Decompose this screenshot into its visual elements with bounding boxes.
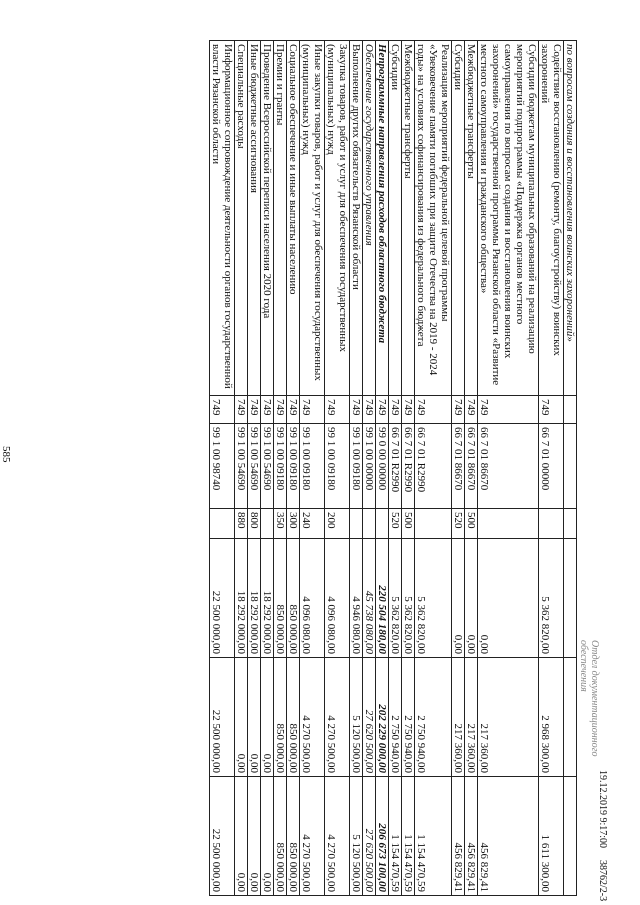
row-admin-code [564, 396, 577, 424]
row-amount-2022: 0,00 [248, 777, 261, 896]
row-name: Информационное сопровождение деятельности органов государственной власти Рязанской области [210, 41, 235, 396]
row-amount-2021: 27 620 500,00 [363, 658, 376, 777]
row-amount-2020: 45 738 080,00 [363, 539, 376, 658]
row-expense-type [350, 509, 363, 539]
row-amount-2020: 5 362 820,00 [389, 539, 402, 658]
row-target-code: 99 1 00 54690 [235, 424, 248, 509]
row-expense-type [478, 509, 539, 539]
row-expense-type: 520 [389, 509, 402, 539]
row-name: Межбюджетные трансферты [402, 41, 415, 396]
row-target-code: 99 1 00 54690 [248, 424, 261, 509]
row-admin-code: 749 [287, 396, 300, 424]
row-name: Иные закупки товаров, работ и услуг для обеспечения государственных (муниципальных) нужд [300, 41, 325, 396]
row-target-code [564, 424, 577, 509]
row-admin-code: 749 [210, 396, 235, 424]
row-amount-2021: 22 500 000,00 [210, 658, 235, 777]
row-amount-2021: 2 968 300,00 [539, 658, 564, 777]
row-admin-code: 749 [235, 396, 248, 424]
row-amount-2022: 0,00 [261, 777, 274, 896]
row-amount-2020: 22 500 000,00 [210, 539, 235, 658]
table-row [287, 41, 300, 896]
row-name: Закупка товаров, работ и услуг для обеспечения государственных (муниципальных) нужд [325, 41, 350, 396]
row-name: Специальные расходы [235, 41, 248, 396]
row-amount-2022: 850 000,00 [287, 777, 300, 896]
row-target-code: 99 0 00 00000 [376, 424, 389, 509]
row-amount-2022: 27 620 500,00 [363, 777, 376, 896]
row-amount-2022: 850 000,00 [274, 777, 287, 896]
row-name: Выполнение других обязательств Рязанской области [350, 41, 363, 396]
row-amount-2020: 220 504 180,00 [376, 539, 389, 658]
row-amount-2022 [564, 777, 577, 896]
table-row [248, 41, 261, 896]
row-amount-2022: 1 154 470,59 [415, 777, 452, 896]
row-target-code: 99 1 00 09180 [287, 424, 300, 509]
row-amount-2022: 0,00 [235, 777, 248, 896]
row-target-code: 99 1 00 09180 [350, 424, 363, 509]
row-target-code: 99 1 00 09180 [300, 424, 325, 509]
row-amount-2020: 18 292 000,00 [261, 539, 274, 658]
row-amount-2021 [564, 658, 577, 777]
row-admin-code: 749 [452, 396, 465, 424]
row-admin-code: 749 [478, 396, 539, 424]
row-expense-type: 800 [248, 509, 261, 539]
table-row [235, 41, 248, 896]
table-row [261, 41, 274, 896]
row-expense-type: 300 [287, 509, 300, 539]
row-admin-code: 749 [248, 396, 261, 424]
row-amount-2020: 5 362 820,00 [415, 539, 452, 658]
row-expense-type: 240 [300, 509, 325, 539]
table-row [415, 41, 452, 896]
row-amount-2022: 1 154 470,59 [389, 777, 402, 896]
row-amount-2021: 4 270 500,00 [325, 658, 350, 777]
row-target-code: 66 7 01 00000 [539, 424, 564, 509]
row-target-code: 99 1 00 54690 [261, 424, 274, 509]
table-body [210, 41, 577, 896]
row-target-code: 66 7 01 86670 [478, 424, 539, 509]
row-amount-2021: 0,00 [235, 658, 248, 777]
row-amount-2020: 850 000,00 [287, 539, 300, 658]
row-amount-2020 [564, 539, 577, 658]
table-row [564, 41, 577, 896]
row-admin-code: 749 [300, 396, 325, 424]
row-amount-2021: 217 360,00 [465, 658, 478, 777]
row-admin-code: 749 [465, 396, 478, 424]
department-stamp: Отдел документационного обеспечения [578, 640, 600, 757]
row-amount-2021: 0,00 [248, 658, 261, 777]
row-amount-2021: 217 360,00 [478, 658, 539, 777]
table-row [376, 41, 389, 896]
row-amount-2022: 206 673 100,00 [376, 777, 389, 896]
row-expense-type: 500 [465, 509, 478, 539]
table-row [389, 41, 402, 896]
row-name: Межбюджетные трансферты [465, 41, 478, 396]
table-row [363, 41, 376, 896]
row-admin-code: 749 [539, 396, 564, 424]
row-name: Субсидии [452, 41, 465, 396]
row-name: Проведение Всероссийской переписи населения 2020 года [261, 41, 274, 396]
row-target-code: 99 1 00 09180 [274, 424, 287, 509]
table-row [274, 41, 287, 896]
page-number: 585 [0, 446, 12, 463]
row-amount-2020: 5 362 820,00 [539, 539, 564, 658]
row-admin-code: 749 [274, 396, 287, 424]
row-amount-2022: 1 611 300,00 [539, 777, 564, 896]
row-target-code: 66 7 01 R2990 [389, 424, 402, 509]
budget-table [209, 40, 577, 896]
row-admin-code: 749 [389, 396, 402, 424]
row-expense-type: 880 [235, 509, 248, 539]
row-amount-2020: 4 096 080,00 [300, 539, 325, 658]
footer-date: 19.12.2019 9:17:00 [597, 770, 608, 849]
row-amount-2022: 4 270 500,00 [300, 777, 325, 896]
row-admin-code: 749 [402, 396, 415, 424]
table-row [325, 41, 350, 896]
row-amount-2020: 0,00 [478, 539, 539, 658]
row-amount-2020: 18 292 000,00 [248, 539, 261, 658]
row-amount-2021: 2 750 940,00 [402, 658, 415, 777]
row-admin-code: 749 [363, 396, 376, 424]
budget-table-rotated [102, 40, 577, 895]
row-admin-code: 749 [261, 396, 274, 424]
row-amount-2021: 4 270 500,00 [300, 658, 325, 777]
table-row [478, 41, 539, 896]
row-admin-code: 749 [415, 396, 452, 424]
table-row [402, 41, 415, 896]
footer-code: 38762/2-3 [597, 860, 608, 902]
row-target-code: 99 1 00 09180 [325, 424, 350, 509]
row-amount-2020: 0,00 [465, 539, 478, 658]
row-amount-2020: 18 292 000,00 [235, 539, 248, 658]
row-amount-2022: 22 500 000,00 [210, 777, 235, 896]
row-expense-type [376, 509, 389, 539]
row-expense-type: 520 [452, 509, 465, 539]
row-amount-2022: 456 829,41 [452, 777, 465, 896]
row-amount-2020: 4 946 080,00 [350, 539, 363, 658]
row-amount-2021: 2 750 940,00 [415, 658, 452, 777]
row-amount-2021: 0,00 [261, 658, 274, 777]
row-name: Обеспечение государственного управления [363, 41, 376, 396]
table-row [300, 41, 325, 896]
table-row [539, 41, 564, 896]
row-amount-2020: 5 362 820,00 [402, 539, 415, 658]
table-row [210, 41, 235, 896]
row-name: Иные бюджетные ассигнования [248, 41, 261, 396]
row-amount-2021: 850 000,00 [274, 658, 287, 777]
row-expense-type: 500 [402, 509, 415, 539]
row-amount-2021: 217 360,00 [452, 658, 465, 777]
row-amount-2022: 1 154 470,59 [402, 777, 415, 896]
row-amount-2022: 4 270 500,00 [325, 777, 350, 896]
row-target-code: 66 7 01 86670 [452, 424, 465, 509]
table-row [452, 41, 465, 896]
row-expense-type: 200 [325, 509, 350, 539]
row-amount-2021: 2 750 940,00 [389, 658, 402, 777]
row-expense-type [210, 509, 235, 539]
row-target-code: 99 1 00 00000 [363, 424, 376, 509]
row-amount-2020: 4 096 080,00 [325, 539, 350, 658]
row-amount-2020: 0,00 [452, 539, 465, 658]
row-target-code: 99 1 00 98740 [210, 424, 235, 509]
row-expense-type [415, 509, 452, 539]
row-name: Реализация мероприятий федеральной целевой программы «Увековечение памяти погибших при защите Отечества на 2019 - 2024 годы» на условиях софинансирования из федерального бюджета [415, 41, 452, 396]
row-target-code: 66 7 01 86670 [465, 424, 478, 509]
row-target-code: 66 7 01 R2990 [415, 424, 452, 509]
row-expense-type [539, 509, 564, 539]
row-amount-2022: 456 829,41 [478, 777, 539, 896]
row-expense-type [564, 509, 577, 539]
row-name: Премии и гранты [274, 41, 287, 396]
row-name: Субсидии [389, 41, 402, 396]
row-amount-2020: 850 000,00 [274, 539, 287, 658]
row-amount-2022: 5 120 500,00 [350, 777, 363, 896]
row-amount-2021: 202 229 000,00 [376, 658, 389, 777]
table-row [350, 41, 363, 896]
row-admin-code: 749 [325, 396, 350, 424]
row-admin-code: 749 [376, 396, 389, 424]
row-amount-2021: 850 000,00 [287, 658, 300, 777]
row-expense-type [363, 509, 376, 539]
row-name: Содействие восстановлению (ремонту, благоустройству) воинских захоронений [539, 41, 564, 396]
row-expense-type [261, 509, 274, 539]
row-amount-2021: 5 120 500,00 [350, 658, 363, 777]
row-admin-code: 749 [350, 396, 363, 424]
row-name: Субсидии бюджетам муниципальных образований на реализацию мероприятий подпрограммы «Поддержка органов местного самоуправления по вопросам создания и восстановления воинских захоронений» государственной программы Рязанской области «Развитие местного самоуправления и гражданского общества» [478, 41, 539, 396]
row-name: Непрограммные направления расходов областного бюджета [376, 41, 389, 396]
row-target-code: 66 7 01 R2990 [402, 424, 415, 509]
table-row [465, 41, 478, 896]
row-name: Социальное обеспечение и иные выплаты населению [287, 41, 300, 396]
row-expense-type: 350 [274, 509, 287, 539]
row-name: по вопросам создания и восстановления воинских захоронений» [564, 41, 577, 396]
row-amount-2022: 456 829,41 [465, 777, 478, 896]
